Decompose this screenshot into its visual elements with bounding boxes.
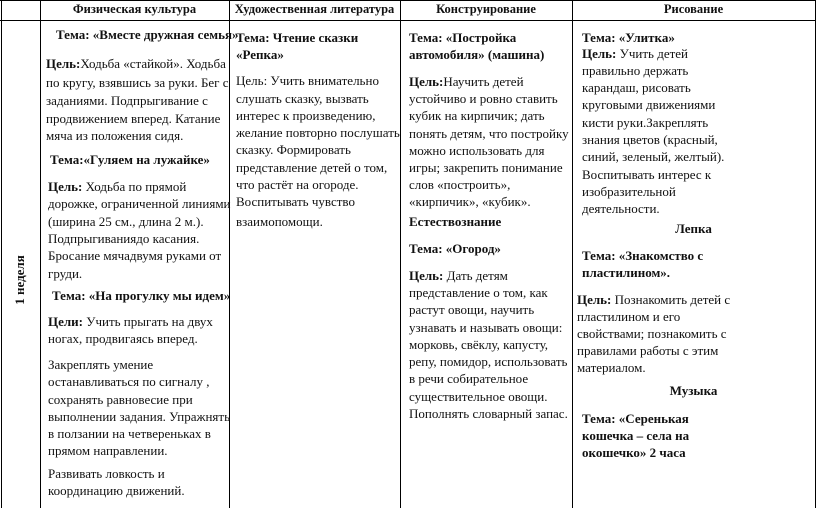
section-title: Лепка xyxy=(675,221,712,236)
goal-line xyxy=(582,46,688,62)
text-line: растут овощи, научить xyxy=(409,302,535,317)
text-line: карандаш, рисовать xyxy=(582,80,691,95)
text-line: материалом. xyxy=(577,360,646,375)
text-line: «кирпичик», «кубик». xyxy=(409,194,531,209)
text-line: мяча из положения сидя. xyxy=(46,128,184,143)
section-title: Музыка xyxy=(669,383,718,398)
text-line: прямом направлении. xyxy=(48,443,168,458)
topic-label: Тема: «Улитка» xyxy=(582,30,675,45)
text-line: кисти руки.Закреплять xyxy=(582,115,709,130)
text-line: Подпрыгиваниядо касания. xyxy=(48,231,200,246)
topic-line: «Репка» xyxy=(236,47,284,62)
goal-line xyxy=(46,56,226,72)
goal-text: Дать детям xyxy=(443,268,508,283)
topic-line: Тема: Чтение сказки xyxy=(236,30,359,45)
goal-label: Цель: xyxy=(409,268,444,283)
goal-text: Учить прыгать на двух xyxy=(83,314,213,329)
text-line: существительное овощи. xyxy=(409,389,548,404)
text-line: изобразительной xyxy=(582,184,676,199)
goal-line xyxy=(577,292,730,308)
goal-text: Учить детей xyxy=(616,46,688,61)
goal-label: Цель: xyxy=(577,292,612,307)
text-line: правилами работы с этим xyxy=(577,343,719,358)
topic-label: Тема: «На прогулку мы идем» xyxy=(52,288,231,303)
topic-line: пластилином». xyxy=(582,265,671,280)
text-line: что растёт на огороде. xyxy=(236,177,359,192)
text-line: желание повторно послушать xyxy=(236,125,400,140)
text-line: в речи собирательное xyxy=(409,371,529,386)
header-literature: Художественная литература xyxy=(234,2,395,16)
goal-text: Научить детей xyxy=(443,74,524,89)
text-line: морковь, свёклу, капусту, xyxy=(409,337,549,352)
topic-label: Тема: «Огород» xyxy=(409,241,501,256)
text-line: сказку. Формировать xyxy=(236,142,351,157)
text-line: синий, зеленый, желтый). xyxy=(582,149,725,164)
goal-label: Цель: xyxy=(46,56,81,71)
text-line: выполнении задания. Упражнять xyxy=(48,409,230,424)
text-line: груди. xyxy=(48,266,83,281)
topic-line: Тема: «Постройка xyxy=(409,30,517,45)
goal-label: Цель: xyxy=(409,74,444,89)
text-line: представление о том, как xyxy=(409,285,548,300)
text-line: Цель: Учить внимательно xyxy=(236,73,379,88)
text-line: (ширина 25 см., длина 2 м.). xyxy=(48,214,204,229)
header-drawing: Рисование xyxy=(663,2,724,16)
text-line: продвижением вперед. Катание xyxy=(46,111,221,126)
text-line: игры; закрепить понимание xyxy=(409,160,563,175)
goal-line xyxy=(48,314,213,330)
text-line: слушать сказку, вызвать xyxy=(236,91,369,106)
text-line: интерес к произведению, xyxy=(236,108,376,123)
goal-line xyxy=(409,268,508,284)
text-line: заданиями. Подпрыгивание с xyxy=(46,93,208,108)
topic-line: Тема: «Знакомство с xyxy=(582,248,704,263)
text-line: понять детям, что постройку xyxy=(409,126,569,141)
text-line: знания цветов (красный, xyxy=(582,132,718,147)
text-line: Бросание мячадвумя руками от xyxy=(48,248,222,263)
text-line: устойчиво и ровно ставить xyxy=(409,91,558,106)
topic-line: автомобиля» (машина) xyxy=(409,47,545,62)
text-line: правильно держать xyxy=(582,63,689,78)
text-line: сохранять равновесие при xyxy=(48,392,193,407)
text-line: останавливаться по сигналу , xyxy=(48,374,210,389)
text-line: деятельности. xyxy=(582,201,660,216)
text-line: круговыми движениями xyxy=(582,97,716,112)
week-label-cell xyxy=(0,20,40,508)
header-physical-education: Физическая культура xyxy=(72,2,197,16)
text-line: репу, помидор, использовать xyxy=(409,354,568,369)
goal-line xyxy=(409,74,524,90)
goal-label: Цель: xyxy=(582,46,617,61)
text-line: координацию движений. xyxy=(48,483,185,498)
goal-text: Познакомить детей с xyxy=(611,292,731,307)
text-line: по кругу, взявшись за руки. Бег с xyxy=(46,75,229,90)
text-line: Развивать ловкость и xyxy=(48,466,165,481)
text-line: слов «построить», xyxy=(409,177,511,192)
topic-label: Тема:«Гуляем на лужайке» xyxy=(50,152,210,167)
text-line: пластилином и его xyxy=(577,309,681,324)
text-line: дорожке, ограниченной линиями xyxy=(48,196,231,211)
text-line: Воспитывать интерес к xyxy=(582,167,712,182)
goal-text: Ходьба по прямой xyxy=(82,179,187,194)
text-line: представление детей о том, xyxy=(236,160,388,175)
goal-label: Цели: xyxy=(48,314,83,329)
week-label: 1 неделя xyxy=(12,255,27,305)
text-line: Воспитывать чувство xyxy=(236,194,355,209)
section-title: Естествознание xyxy=(409,214,502,229)
topic-line: кошечка – села на xyxy=(582,428,690,443)
text-line: ногах, продвигаясь вперед. xyxy=(48,331,198,346)
text-line: свойствами; познакомить с xyxy=(577,326,727,341)
text-line: можно использовать для xyxy=(409,143,545,158)
text-line: в ползании на четвереньках в xyxy=(48,426,211,441)
text-line: взаимопомощи. xyxy=(236,214,323,229)
text-line: Закреплять умение xyxy=(48,357,154,372)
goal-label: Цель: xyxy=(48,179,83,194)
goal-line xyxy=(48,179,186,195)
topic-line: окошечко» 2 часа xyxy=(582,445,686,460)
text-line: кубик на кирпичик; дать xyxy=(409,108,545,123)
goal-text: Ходьба «стайкой». Ходьба xyxy=(80,56,226,71)
topic-label: Тема: «Вместе дружная семья» xyxy=(56,27,239,42)
header-construction: Конструирование xyxy=(436,2,536,16)
topic-line: Тема: «Серенькая xyxy=(582,411,689,426)
text-line: Пополнять словарный запас. xyxy=(409,406,568,421)
text-line: узнавать и называть овощи: xyxy=(409,320,563,335)
